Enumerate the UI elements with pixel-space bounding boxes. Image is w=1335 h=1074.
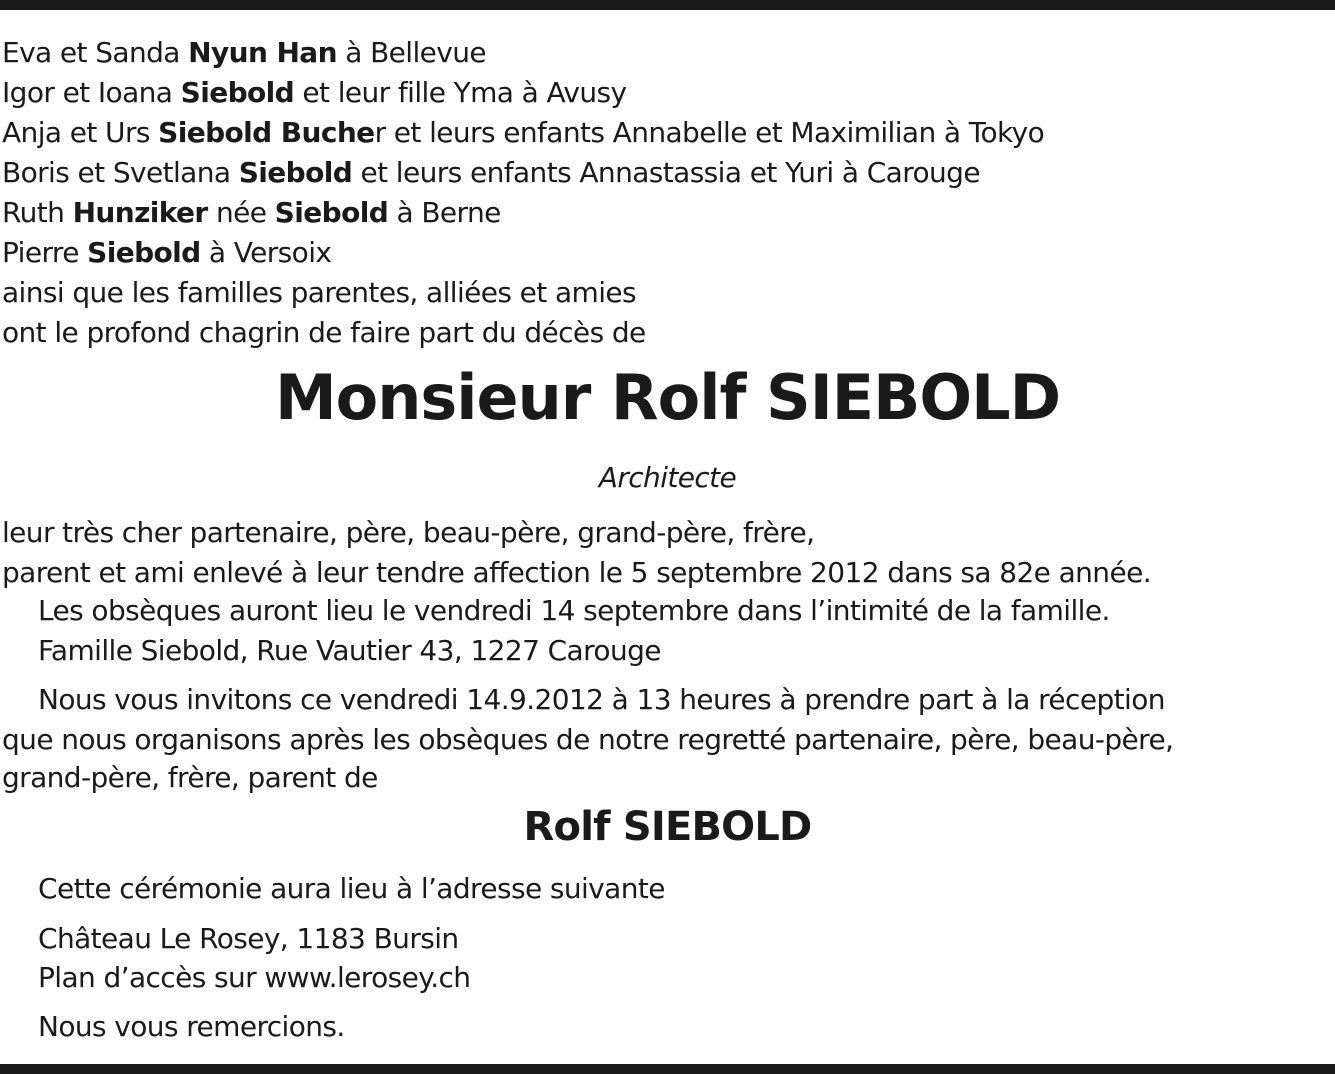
deceased-title: Monsieur Rolf SIEBOLD — [274, 361, 1061, 434]
map-access: Plan d’accès sur www.lerosey.ch — [38, 961, 471, 994]
family-line: Igor et Ioana Siebold et leur fille Yma à Avusy — [2, 76, 627, 109]
description-line: parent et ami enlevé à leur tendre affection le 5 septembre 2012 dans sa 82e année. — [2, 556, 1151, 589]
invitation-line: Nous vous invitons ce vendredi 14.9.2012 à 13 heures à prendre part à la réception — [38, 683, 1165, 716]
intro-line: ont le profond chagrin de faire part du décès de — [2, 316, 646, 349]
family-line: Anja et Urs Siebold Bucher et leurs enfants Annabelle et Maximilian à Tokyo — [2, 116, 1045, 149]
description-line: leur très cher partenaire, père, beau-père, grand-père, frère, — [2, 516, 815, 549]
thanks: Nous vous remercions. — [38, 1010, 345, 1043]
ceremony-intro: Cette cérémonie aura lieu à l’adresse suivante — [38, 872, 665, 905]
top-border-rule — [0, 0, 1335, 10]
bottom-border-rule — [0, 1064, 1335, 1074]
family-line: Ruth Hunziker née Siebold à Berne — [2, 196, 501, 229]
family-line: Eva et Sanda Nyun Han à Bellevue — [2, 36, 487, 69]
profession: Architecte — [598, 461, 737, 494]
address: Château Le Rosey, 1183 Bursin — [38, 922, 459, 955]
funeral-info-line: Les obsèques auront lieu le vendredi 14 septembre dans l’intimité de la famille. — [38, 594, 1110, 627]
deceased-name-short: Rolf SIEBOLD — [523, 804, 812, 850]
invitation-line: grand-père, frère, parent de — [2, 761, 378, 794]
invitation-line: que nous organisons après les obsèques de notre regretté partenaire, père, beau-père, — [2, 723, 1174, 756]
intro-line: ainsi que les familles parentes, alliées et amies — [2, 276, 637, 309]
funeral-info-line: Famille Siebold, Rue Vautier 43, 1227 Carouge — [38, 634, 661, 667]
family-line: Boris et Svetlana Siebold et leurs enfants Annastassia et Yuri à Carouge — [2, 156, 980, 189]
family-line: Pierre Siebold à Versoix — [2, 236, 332, 269]
